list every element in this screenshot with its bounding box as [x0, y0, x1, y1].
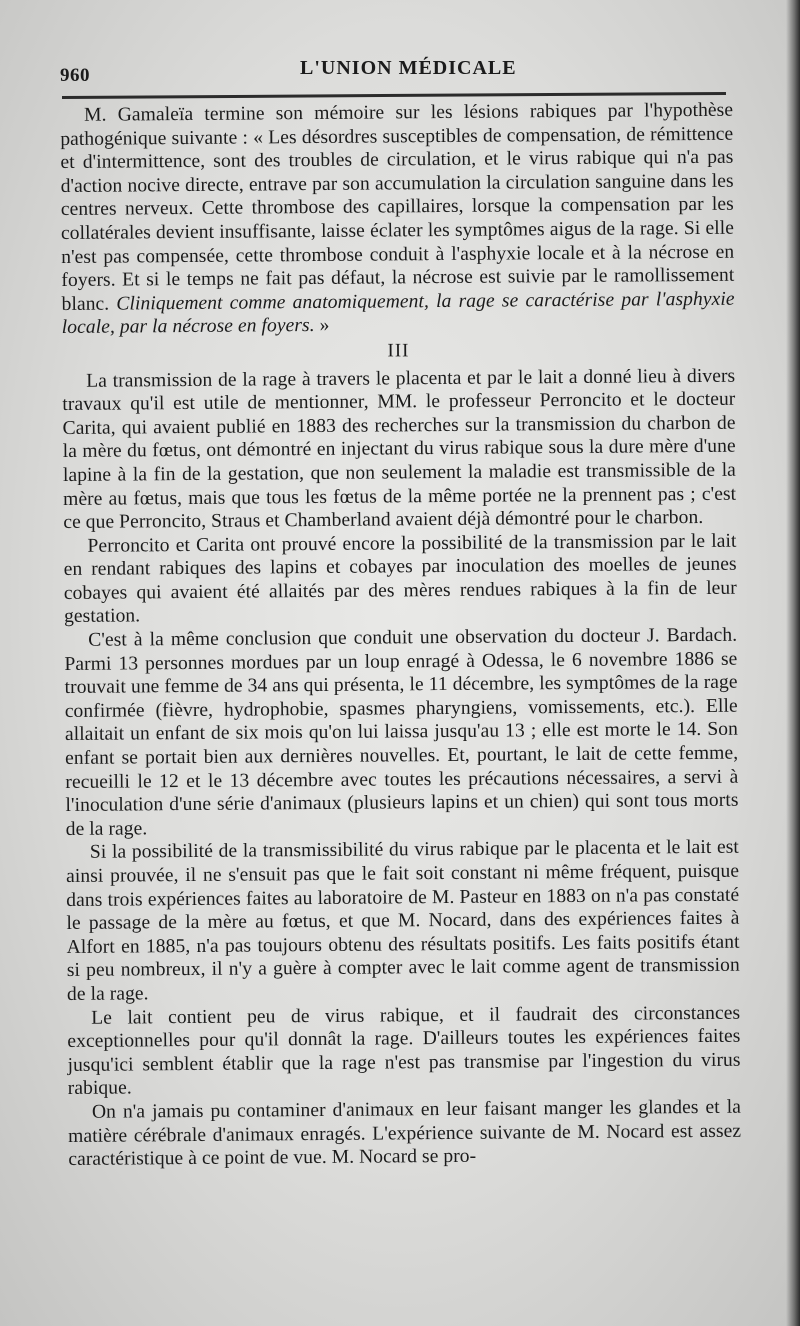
paragraph-hypothesis: [60, 99, 735, 340]
article-body: [60, 99, 741, 1172]
page-header: [60, 55, 720, 89]
paragraph-nocard: On n'a jamais pu contaminer d'animaux en leur faisant manger les glandes et la matière cérébrale d'animaux enragés. L'expérience suivante de M. Nocard est assez caractéristique à ce point de vue. M. Nocard se pro-: [68, 1096, 742, 1171]
paragraph-virus-lait: Le lait contient peu de virus rabique, et il faudrait des circonstances exceptionnelles pour qu'il donnât la rage. D'ailleurs toutes les expériences faites jusqu'ici semblent établir que la rage n'est pas transmise par l'ingestion du virus rabique.: [67, 1002, 741, 1100]
paragraph-hypothesis-close: »: [314, 315, 330, 337]
paragraph-bardach: C'est à la même conclusion que conduit une observation du docteur J. Bardach. Parmi 13 personnes mordues par un loup enragé à Odessa, le 6 novembre 1886 se trouvait une femme de 34 ans qui présenta, le 11 décembre, les symptômes de la rage confirmée (fièvre, hydrophobie, spasmes pharyngiens, vomissements, etc.). Elle allaitait un enfant de six mois qu'on lui laissa jusqu'au 13 ; elle est morte le 14. Son enfant se portait bien aux dernières nouvelles. Et, pourtant, le lait de cette femme, recueilli le 12 et le 13 décembre avec toutes les précautions nécessaires, a servi à l'inoculation d'une série d'animaux (plusieurs lapins et un chien) qui sont tous morts de la rage.: [64, 624, 739, 840]
page-edge-shadow: [786, 0, 800, 1326]
header-rule: [62, 92, 726, 99]
running-title: L'UNION MÉDICALE: [300, 57, 517, 79]
paragraph-hypothesis-italic: Cliniquement comme anatomiquement, la rage se caractérise par l'asphyxie locale, par la nécrose en foyers.: [61, 288, 735, 339]
paragraph-placenta: La transmission de la rage à travers le placenta et par le lait a donné lieu à divers travaux qu'il est utile de mentionner, MM. le professeur Perroncito et le docteur Carita, qui avaient publié en 1883 des recherches sur la transmission du charbon de la mère du fœtus, ont démontré en injectant du virus rabique sous la dure mère d'une lapine à la fin de la gestation, que non seulement la maladie est transmissible de la mère au fœtus, mais que tous les fœtus de la même portée ne la prennent pas ; c'est ce que Perroncito, Straus et Chamberland avaient déjà démontré pour le charbon.: [62, 365, 737, 534]
paragraph-lait: Perroncito et Carita ont prouvé encore la possibilité de la transmission par le lait en rendant rabiques des lapins et cobayes par inoculation des moelles de jeunes cobayes qui avaient été allaités par des mères rendues rabiques à la fin de leur gestation.: [63, 530, 737, 628]
section-heading: III: [387, 340, 410, 362]
paragraph-hypothesis-text: M. Gamaleïa termine son mémoire sur les lésions rabiques par l'hypothèse pathogénique suivante : « Les désordres susceptibles de compensation, de rémittence et d'intermittence, sont des troubles de circulation, et le virus rabique qui n'a pas d'action nocive directe, entrave par son accumulation la circulation sanguine dans les centres nerveux. Cette thrombose des capillaires, lorsque la compensation par les collatérales devient insuffisante, laisse éclater les symptômes aigus de la rage. Si elle n'est pas compensée, cette thrombose conduit à l'asphyxie locale et à la nécrose en foyers. Et si le temps ne fait pas défaut, la nécrose est suivie par le ramollissement blanc.: [60, 99, 735, 315]
page-number: 960: [60, 65, 90, 86]
paragraph-transmissibilite: Si la possibilité de la transmissibilité du virus rabique par le placenta et le lait est ainsi prouvée, il ne s'ensuit pas que le fait soit constant ni même fréquent, puisque dans trois expériences faites au laboratoire de M. Pasteur en 1883 on n'a pas constaté le passage de la mère au fœtus, et que M. Nocard, dans des expériences faites à Alfort en 1885, n'a pas toujours obtenu des résultats positifs. Les faits positifs étant si peu nombreux, il n'y a guère à compter avec le lait comme agent de transmission de la rage.: [65, 837, 740, 1005]
